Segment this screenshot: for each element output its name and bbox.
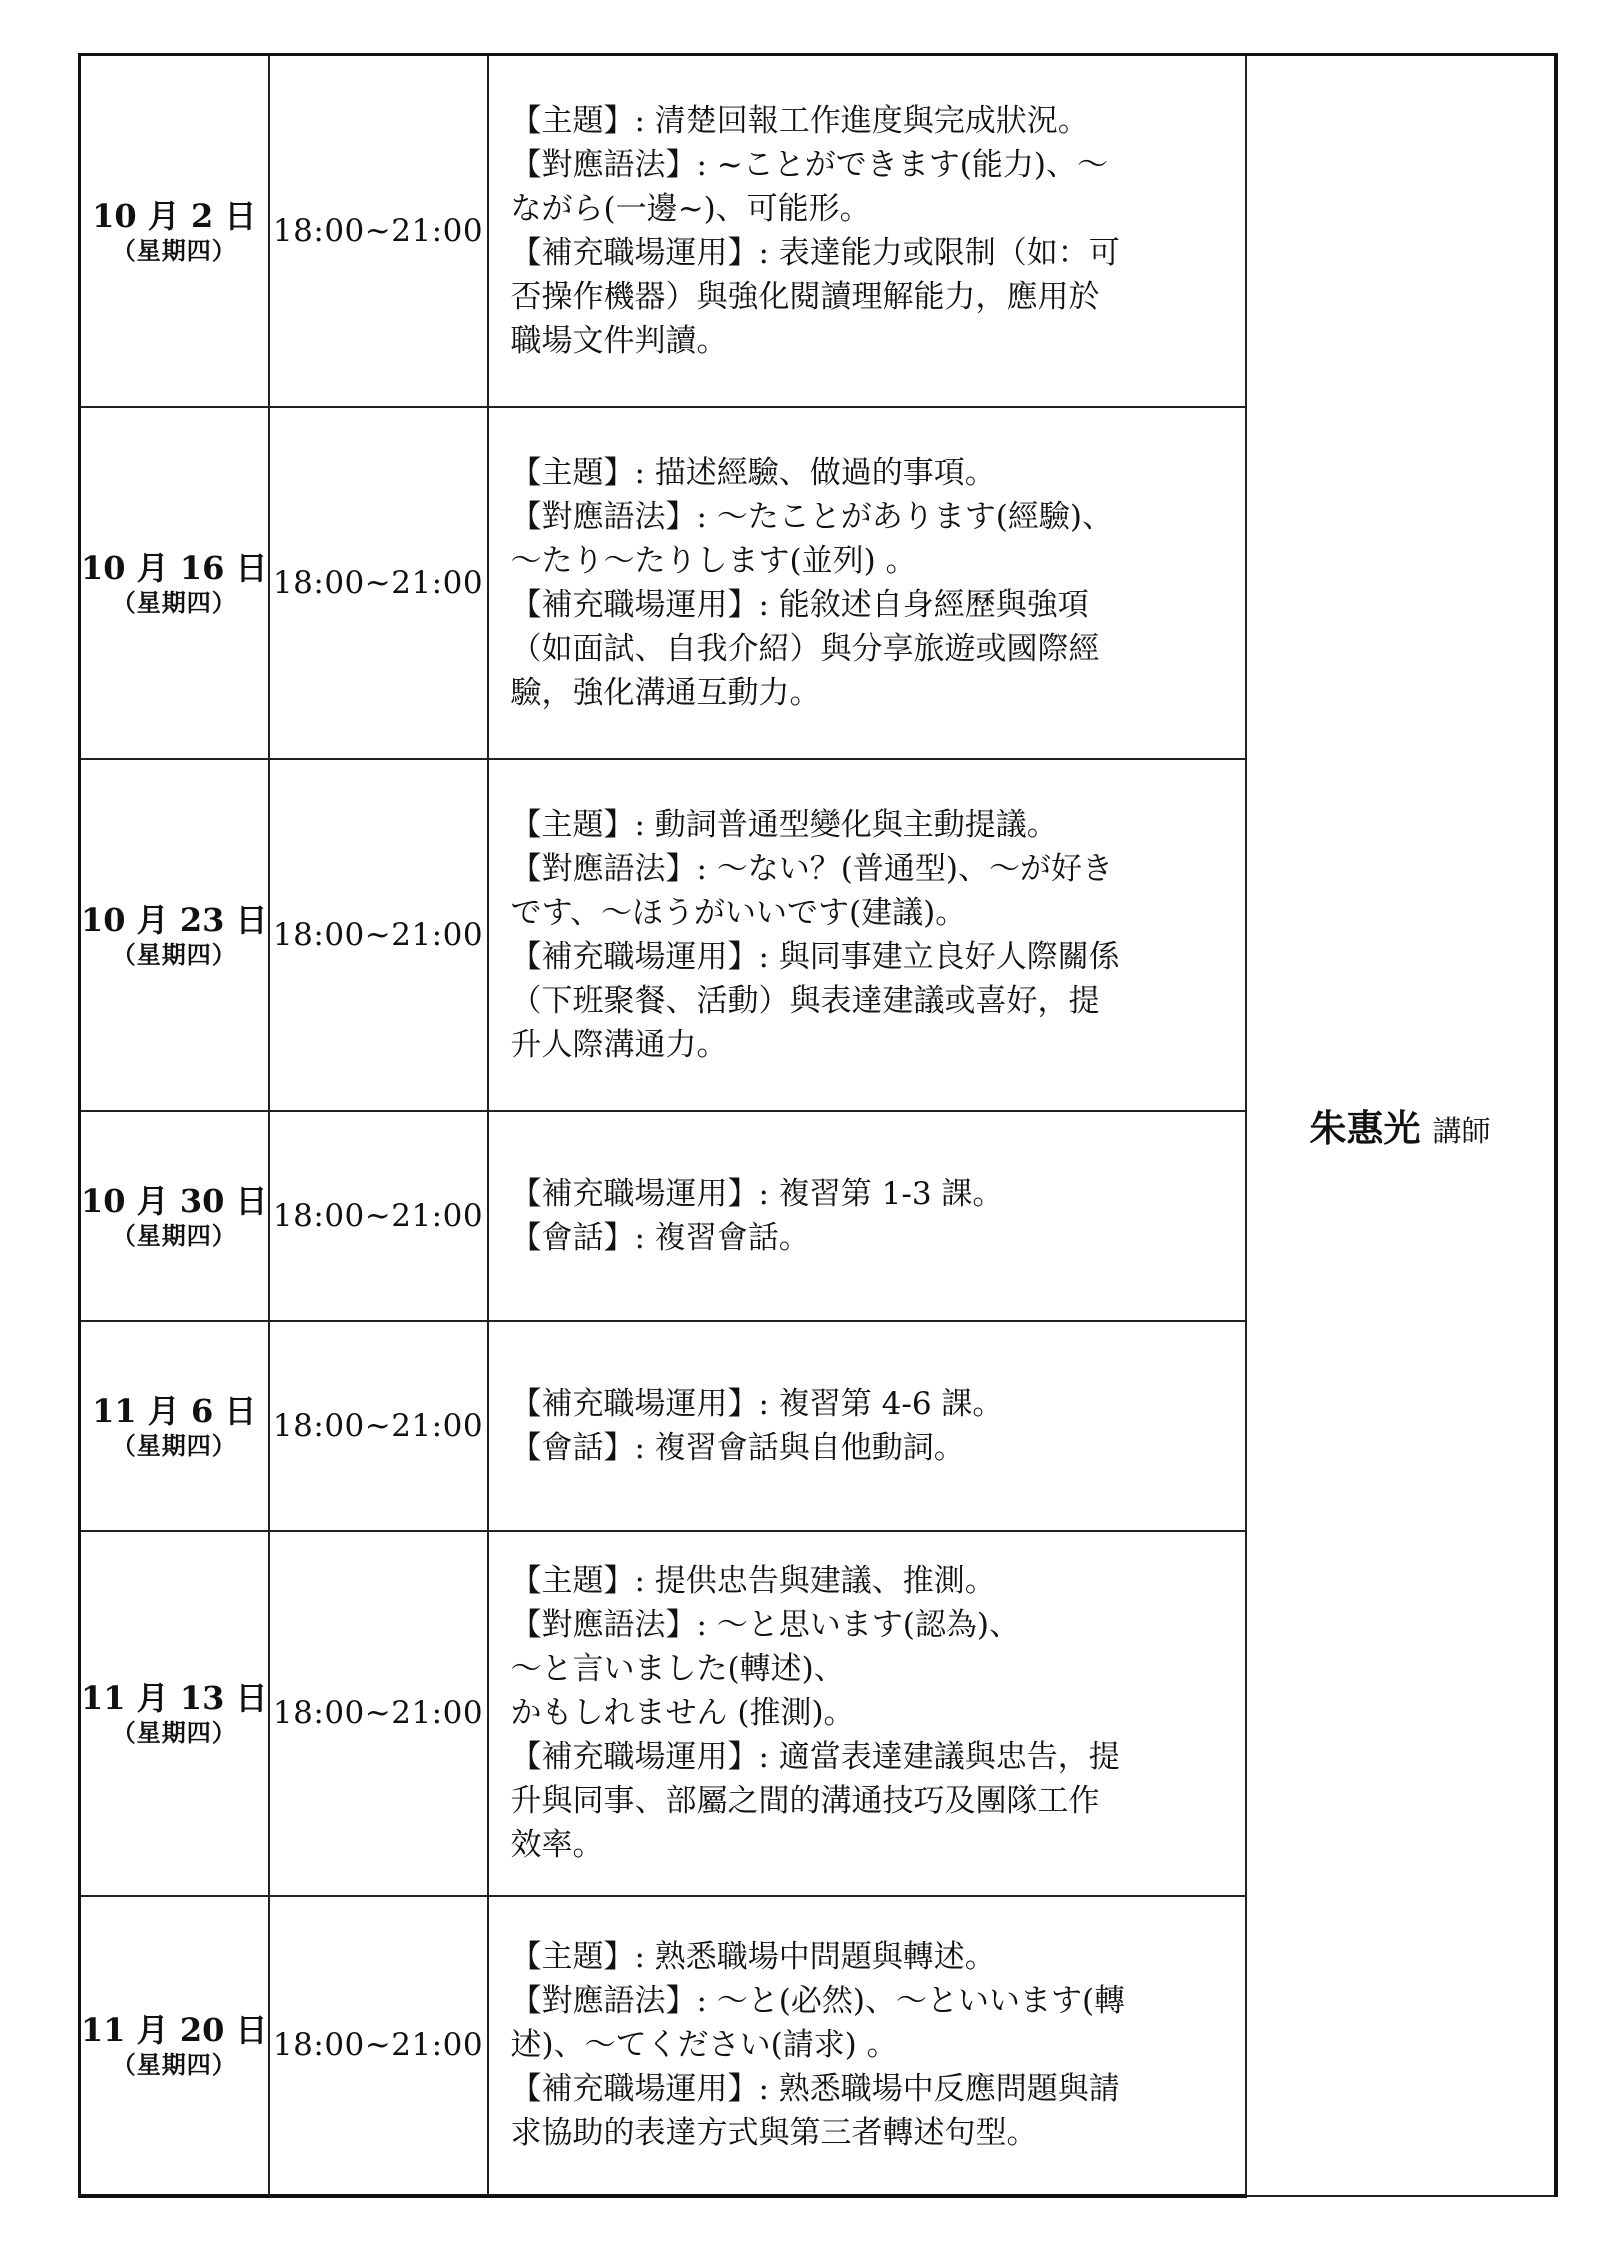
session-date: 11 月 13 日 — [81, 1679, 268, 1717]
session-date: 10 月 2 日 — [92, 196, 257, 235]
content-line: 【補充職場運用】: 能敘述自身經歷與強項 — [510, 586, 1089, 623]
content-cell — [488, 407, 1246, 759]
content-line: 職場文件判讀。 — [510, 322, 728, 359]
date-cell — [80, 1111, 269, 1321]
date-cell — [80, 407, 269, 759]
schedule-row — [80, 55, 1556, 407]
content-line: です、～ほうがいいです(建議)。 — [510, 894, 967, 931]
content-line: 【主題】: 提供忠告與建議、推測。 — [510, 1563, 996, 1599]
session-time: 18:00~21:00 — [269, 55, 488, 407]
session-time: 18:00~21:00 — [269, 1321, 488, 1531]
content-line: 【主題】: 動詞普通型變化與主動提議。 — [510, 806, 1058, 843]
session-date: 10 月 23 日 — [81, 900, 268, 939]
content-line: 否操作機器）與強化閱讀理解能力，應用於 — [510, 278, 1100, 315]
date-cell — [80, 1531, 269, 1896]
session-date: 10 月 30 日 — [81, 1181, 268, 1220]
content-line: 述)、～てください(請求) 。 — [510, 2027, 898, 2063]
content-line: 【對應語法】: ～ない？(普通型)、～が好き — [510, 850, 1113, 887]
date-cell — [80, 759, 269, 1111]
schedule-body — [80, 55, 1556, 2196]
content-line: 【會話】: 複習會話與自他動詞。 — [510, 1429, 965, 1466]
content-line: 【對應語法】: ～と(必然)、～といいます(轉 — [510, 1983, 1126, 2019]
content-line: 求協助的表達方式與第三者轉述句型。 — [510, 2115, 1038, 2151]
session-weekday: （星期四） — [111, 1430, 237, 1460]
content-cell — [488, 1531, 1246, 1896]
content-line: 【對應語法】: ～と思います(認為)、 — [510, 1607, 1020, 1643]
content-line: 【補充職場運用】: 表達能力或限制（如：可 — [510, 234, 1120, 271]
content-line: 【會話】: 複習會話。 — [510, 1219, 810, 1256]
session-time: 18:00~21:00 — [269, 1896, 488, 2196]
content-line: かもしれません (推測)。 — [510, 1695, 855, 1731]
content-line: 【主題】: 熟悉職場中問題與轉述。 — [510, 1939, 996, 1975]
content-line: 【補充職場運用】: 複習第 4-6 課。 — [510, 1385, 1004, 1422]
content-line: 【補充職場運用】: 適當表達建議與忠告，提 — [510, 1739, 1120, 1775]
date-cell — [80, 1321, 269, 1531]
content-line: 效率。 — [510, 1827, 604, 1863]
session-date: 11 月 20 日 — [81, 2011, 268, 2049]
session-date: 11 月 6 日 — [92, 1391, 257, 1430]
teacher-cell — [1246, 55, 1556, 2196]
content-line: 升人際溝通力。 — [510, 1026, 728, 1063]
content-line: 【主題】: 描述經驗、做過的事項。 — [510, 454, 996, 491]
session-weekday: （星期四） — [111, 235, 237, 265]
content-line: 【主題】: 清楚回報工作進度與完成狀況。 — [510, 102, 1089, 139]
session-weekday: （星期四） — [111, 2050, 237, 2079]
content-line: ながら(一邊~)、可能形。 — [510, 190, 871, 227]
content-line: （下班聚餐、活動）與表達建議或喜好，提 — [510, 982, 1100, 1019]
date-cell — [80, 55, 269, 407]
session-weekday: （星期四） — [111, 1718, 237, 1747]
content-cell — [488, 1111, 1246, 1321]
session-weekday: （星期四） — [111, 939, 237, 969]
content-cell — [488, 55, 1246, 407]
content-cell — [488, 759, 1246, 1111]
content-line: ～たり～たりします(並列) 。 — [510, 542, 917, 579]
content-cell — [488, 1321, 1246, 1531]
session-weekday: （星期四） — [111, 587, 237, 617]
session-time: 18:00~21:00 — [269, 1531, 488, 1896]
session-time: 18:00~21:00 — [269, 407, 488, 759]
session-weekday: （星期四） — [111, 1220, 237, 1250]
content-line: （如面試、自我介紹）與分享旅遊或國際經 — [510, 630, 1100, 667]
content-cell — [488, 1896, 1246, 2196]
content-line: 升與同事、部屬之間的溝通技巧及團隊工作 — [510, 1783, 1100, 1819]
content-line: 【補充職場運用】: 熟悉職場中反應問題與請 — [510, 2071, 1120, 2107]
content-line: 【補充職場運用】: 複習第 1-3 課。 — [510, 1175, 1004, 1212]
content-line: 【對應語法】: ～たことがあります(經驗)、 — [510, 498, 1113, 535]
content-line: ～と言いました(轉述)、 — [510, 1651, 845, 1687]
date-cell — [80, 1896, 269, 2196]
session-time: 18:00~21:00 — [269, 759, 488, 1111]
teacher-title: 講師 — [1432, 1114, 1491, 1149]
session-date: 10 月 16 日 — [81, 548, 268, 587]
content-line: 【對應語法】: ~ことができます(能力)、～ — [510, 146, 1108, 183]
content-line: 驗，強化溝通互動力。 — [510, 674, 821, 711]
content-line: 【補充職場運用】: 與同事建立良好人際關係 — [510, 938, 1120, 975]
teacher-name: 朱惠光 — [1309, 1107, 1421, 1151]
session-time: 18:00~21:00 — [269, 1111, 488, 1321]
schedule-table — [78, 53, 1558, 2198]
schedule-sheet — [78, 53, 1554, 2207]
